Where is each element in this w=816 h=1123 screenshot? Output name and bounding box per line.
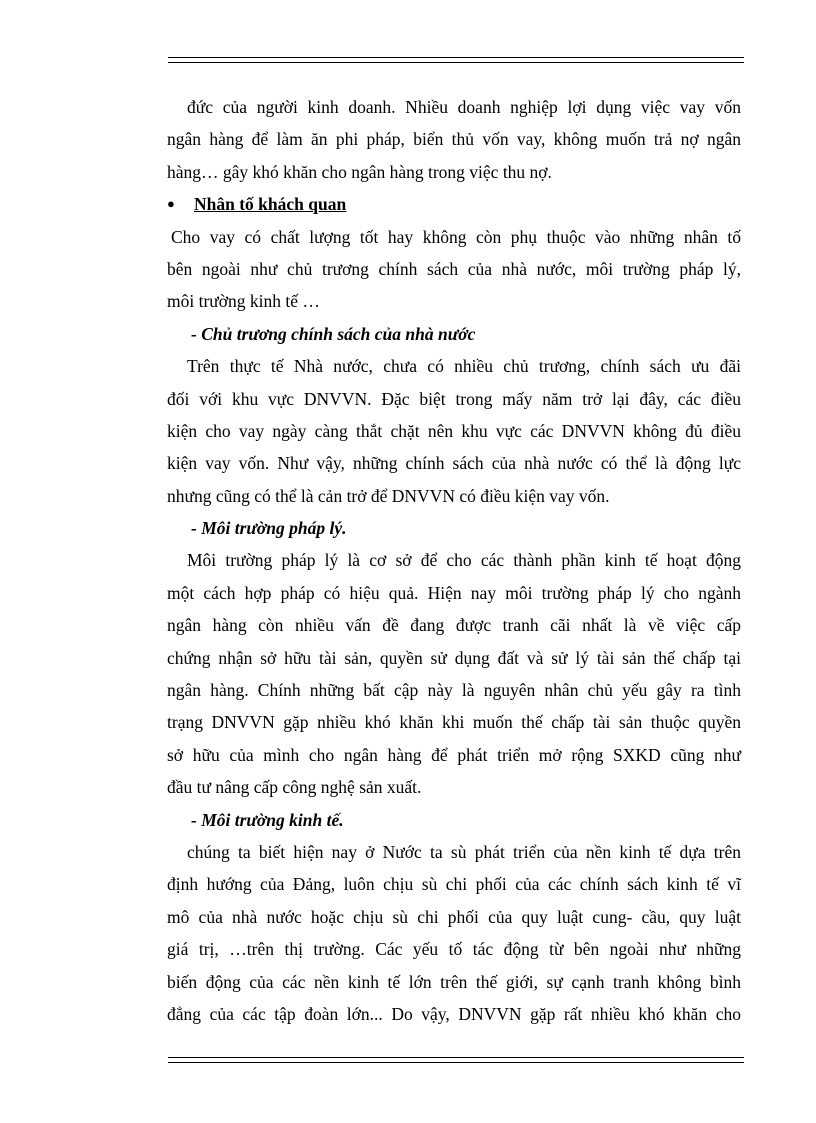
paragraph-line: môi trường kinh tế … [167,291,320,312]
paragraph-line: kiện cho vay ngày càng thắt chặt nên khu vực các DNVVN không đủ điều [167,420,741,441]
paragraph-line: ngân hàng còn nhiều vấn đề đang được tranh cãi nhất là về việc cấp [167,615,741,636]
footer-double-rule [168,1057,744,1063]
paragraph-line: đẳng của các tập đoàn lớn... Do vậy, DNVVN gặp rất nhiều khó khăn cho [167,1003,741,1024]
section-heading [167,188,741,220]
bullet-icon: ● [167,196,175,212]
paragraph-line: Trên thực tế Nhà nước, chưa có nhiều chủ trương, chính sách ưu đãi [187,356,741,377]
paragraph-line: một cách hợp pháp có hiệu quả. Hiện nay môi trường pháp lý cho ngành [167,582,741,603]
paragraph-line: Môi trường pháp lý là cơ sở để cho các thành phần kinh tế hoạt động [187,550,741,571]
subheading: - Chủ trương chính sách của nhà nước [191,323,476,344]
subheading: - Môi trường kinh tế. [191,809,344,830]
paragraph-line: chúng ta biết hiện nay ở Nước ta sù phát triển của nền kinh tế dựa trên [187,841,741,862]
body-text [167,91,741,1030]
paragraph-line: trạng DNVVN gặp nhiều khó khăn khi muốn thế chấp tài sản thuộc quyền [167,712,741,733]
paragraph-line: mô của nhà nước hoặc chịu sù chi phối của quy luật cung- cầu, quy luật [167,906,741,927]
paragraph-line: sở hữu của mình cho ngân hàng để phát triển mở rộng SXKD cũng như [167,744,741,765]
paragraph-line: ngân hàng để làm ăn phi pháp, biển thủ vốn vay, không muốn trả nợ ngân [167,129,741,150]
paragraph-line: bên ngoài như chủ trương chính sách của nhà nước, môi trường pháp lý, [167,258,741,279]
heading-text: Nhân tố khách quan [194,194,347,215]
paragraph-line: đức của người kinh doanh. Nhiều doanh nghiệp lợi dụng việc vay vốn [187,97,741,117]
paragraph-line: giá trị, …trên thị trường. Các yếu tố tác động từ bên ngoài như những [167,939,741,960]
paragraph-line: ngân hàng. Chính những bất cập này là nguyên nhân chủ yếu gây ra tình [167,680,741,701]
paragraph-line: đầu tư nâng cấp công nghệ sản xuất. [167,777,422,798]
paragraph-line: Cho vay có chất lượng tốt hay không còn phụ thuộc vào những nhân tố [171,226,741,247]
paragraph-line: hàng… gây khó khăn cho ngân hàng trong việc thu nợ. [167,161,552,182]
paragraph-line: kiện vay vốn. Như vậy, những chính sách của nhà nước có thể là động lực [167,453,741,474]
paragraph-line: đối với khu vực DNVVN. Đặc biệt trong mấy năm trở lại đây, các điều [167,388,741,409]
paragraph-line: biến động của các nền kinh tế lớn trên thế giới, sự cạnh tranh không bình [167,971,741,992]
paragraph-line: nhưng cũng có thể là cản trở để DNVVN có điều kiện vay vốn. [167,485,610,506]
paragraph-line: chứng nhận sở hữu tài sản, quyền sử dụng đất và sử lý tài sản thế chấp tại [167,647,741,668]
header-double-rule [168,57,744,63]
subheading: - Môi trường pháp lý. [191,518,347,539]
paragraph-line: định hướng của Đảng, luôn chịu sù chi phối của các chính sách kinh tế vĩ [167,874,741,895]
